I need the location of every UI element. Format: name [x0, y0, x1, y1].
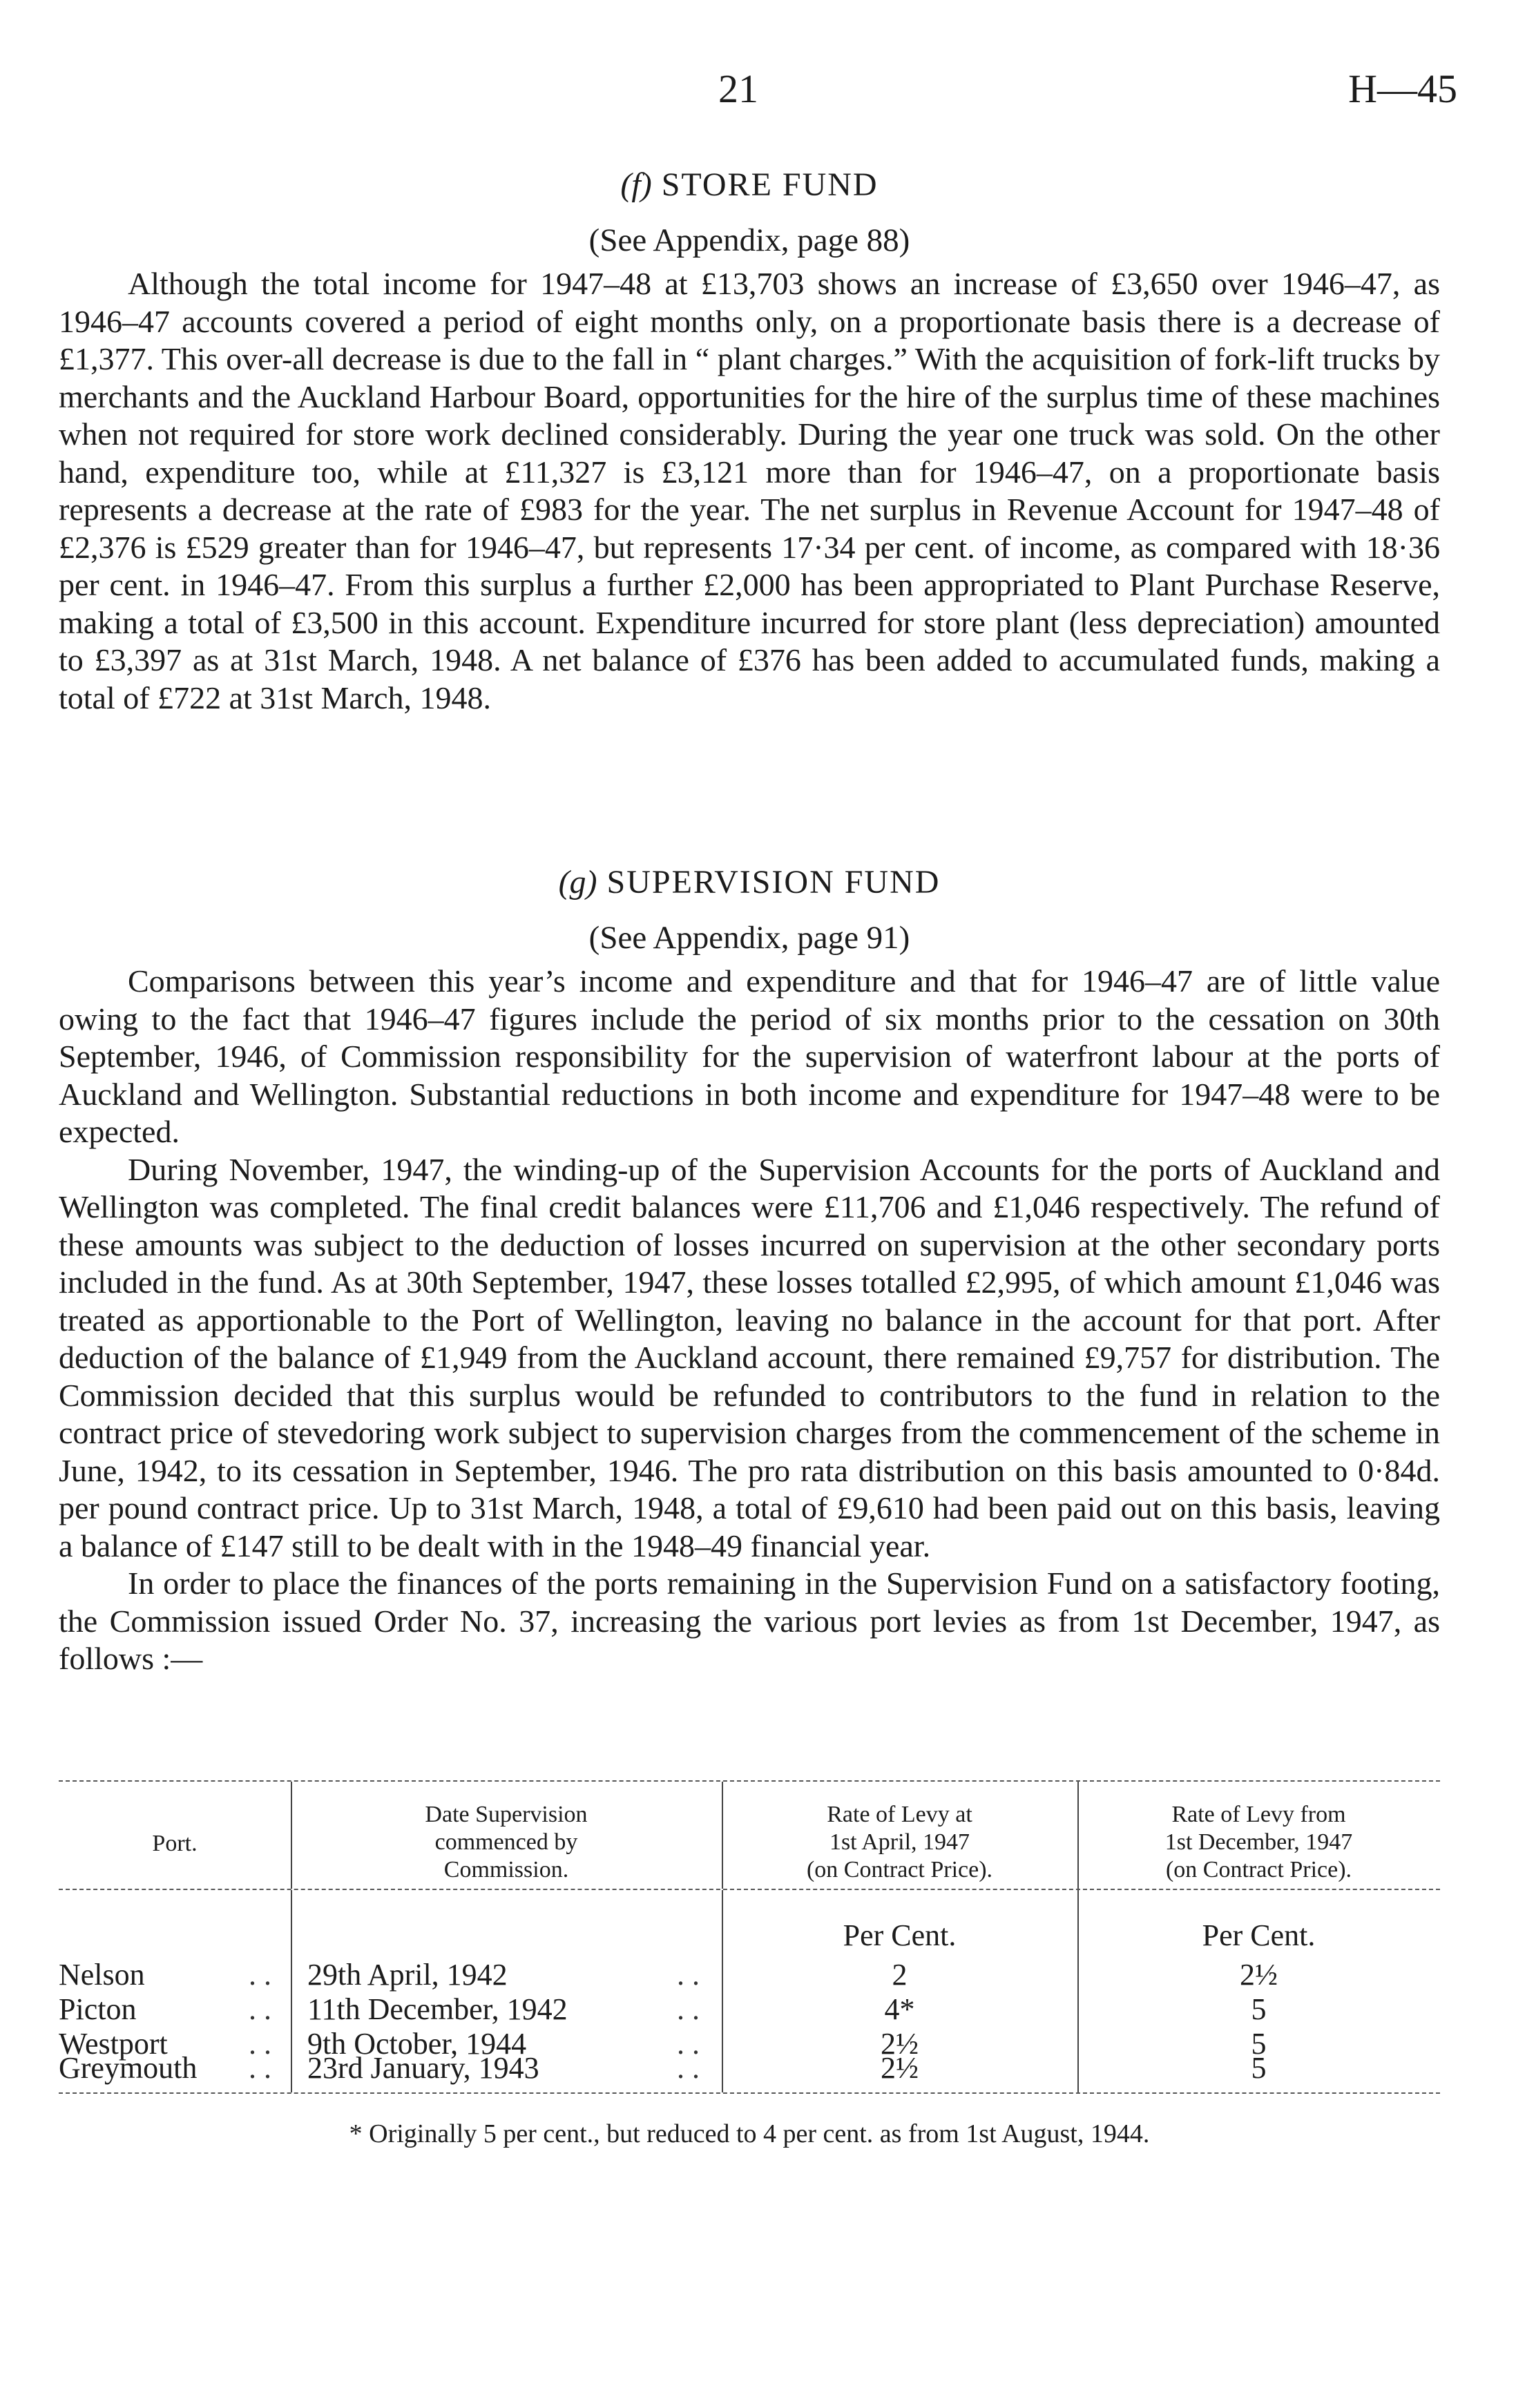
paragraph: Although the total income for 1947–48 at £13,703 shows an increase of £3,650 over 1946–47, as 1946–47 accounts covered a period of eight months only, on a proportionate basis there is a decrease of £1,377. This over-all decrease is due to the fall in “ plant charges.” With the acquisition of fork-lift trucks by merchants and the Auckland Harbour Board, opportunities for the hire of the surplus time of these machines when not required for store work declined considerably. During the year one truck was sold. On the other hand, expenditure too, while at £11,327 is £3,121 more than for 1946–47, on a proportionate basis represents a decrease at the rate of £983 for the year. The net surplus in Revenue Account for 1947–48 of £2,376 is £529 greater than for 1946–47, but represents 17·34 per cent. of income, as compared with 18·36 per cent. in 1946–47. From this surplus a further £2,000 has been appropriated to Plant Purchase Reserve, making a total of £3,500 in this account. Expenditure incurred for store plant (less depreciation) amounted to £3,397 as at 31st March, 1948. A net balance of £376 has been added to accumulated funds, making a total of £722 at 31st March, 1948. [59, 266, 1440, 715]
header-date-line: commenced by [434, 1829, 578, 1855]
cell-port: Picton [59, 1992, 137, 2026]
section-letter: (g) [558, 864, 597, 900]
leader-dots: . . [249, 2051, 271, 2085]
cell-date: 9th October, 1944 [307, 2027, 527, 2061]
appendix-reference: (See Appendix, page 88) [588, 222, 910, 258]
section-letter: (f) [620, 166, 652, 203]
page-header [0, 66, 1516, 121]
leader-dots: . . [677, 2051, 700, 2085]
store-fund-section [59, 164, 1440, 717]
table-body-continued [59, 2051, 1440, 2092]
cell-rate-december: 5 [1251, 2051, 1267, 2085]
paragraph: During November, 1947, the winding-up of the Supervision Accounts for the ports of Auckland and Wellington was completed. The final credit balances were £11,706 and £1,046 respectively. The refund of these amounts was subject to the deduction of losses incurred on supervision at the other secondary ports included in the fund. As at 30th September, 1947, these losses totalled £2,995, of which amount £1,046 was treated as apportionable to the Port of Wellington, leaving no balance in the account for that port. After deduction of the balance of £1,949 from the Auckland account, there remained £9,757 for distribution. The Commission decided that this surplus would be refunded to contributors to the fund in relation to the contract price of stevedoring work subject to supervision charges from the commencement of the scheme in June, 1942, to its cessation in September, 1946. The pro rata distribution on this basis amounted to 0·84d. per pound contract price. Up to 31st March, 1948, a total of £9,610 had been paid out on this basis, leaving a balance of £147 still to be dealt with in the 1948–49 financial year. [59, 1151, 1440, 1563]
paragraph: In order to place the finances of the ports remaining in the Supervision Fund on a satisfactory footing, the Commission issued Order No. 37, increasing the various port levies as from 1st December, 1947, as follows :— [59, 1566, 1440, 1676]
paragraph: Comparisons between this year’s income and expenditure and that for 1946–47 are of little value owing to the fact that 1946–47 figures include the period of six months prior to the cessation on 30th September, 1946, of Commission responsibility for the supervision of waterfront labour at the ports of Auckland and Wellington. Substantial reductions in both income and expenditure for 1947–48 were to be expected. [59, 963, 1440, 1149]
cell-rate-april: 2 [892, 1958, 908, 1992]
cell-rate-april: 4* [884, 1992, 915, 2026]
table-row [59, 2051, 1440, 2086]
header-rate-line: 1st December, 1947 [1164, 1829, 1353, 1855]
cell-date: 23rd January, 1943 [307, 2051, 539, 2085]
supervision-fund-section [59, 862, 1440, 1678]
cell-date: 11th December, 1942 [307, 1992, 568, 2026]
table-header-row [59, 1782, 1440, 1889]
section-heading [59, 164, 1440, 206]
cell-rate-december: 2½ [1240, 1958, 1278, 1992]
document-reference: H—45 [1348, 66, 1457, 111]
table-row [59, 1992, 1440, 2027]
leader-dots: . . [249, 1958, 271, 1992]
header-rate-december [1077, 1801, 1440, 1884]
cell-date: 29th April, 1942 [307, 1958, 508, 1992]
header-date-line: Date Supervision [425, 1802, 588, 1827]
cell-rate-april: 2½ [881, 2051, 919, 2085]
header-rate-line: (on Contract Price). [1165, 1857, 1352, 1882]
cell-rate-april: 2½ [881, 2027, 919, 2061]
unit-label-december: Per Cent. [1202, 1918, 1316, 1952]
unit-label-april: Per Cent. [843, 1918, 957, 1952]
page-number: 21 [718, 66, 758, 111]
cell-port: Westport [59, 2027, 168, 2061]
appendix-reference: (See Appendix, page 91) [588, 920, 910, 956]
header-rate-april [722, 1801, 1077, 1884]
cell-port: Greymouth [59, 2051, 198, 2085]
header-port: Port. [152, 1831, 198, 1856]
footnote: * Originally 5 per cent., but reduced to 4 per cent. as from 1st August, 1944. [349, 2119, 1150, 2148]
header-rate-line: 1st April, 1947 [829, 1829, 970, 1855]
table-row [59, 1958, 1440, 1992]
header-date [291, 1801, 722, 1884]
cell-rate-december: 5 [1251, 2027, 1267, 2061]
cell-rate-december: 5 [1251, 1992, 1267, 2026]
section-title: SUPERVISION FUND [606, 864, 941, 900]
header-rate-line: (on Contract Price). [806, 1857, 993, 1882]
leader-dots: . . [677, 1992, 700, 2026]
leader-dots: . . [677, 1958, 700, 1992]
header-date-line: Commission. [443, 1857, 569, 1882]
header-rate-line: Rate of Levy at [827, 1802, 972, 1827]
table-bottom-rule [59, 2092, 1440, 2094]
levy-table [59, 1780, 1440, 2094]
section-heading [59, 862, 1440, 903]
header-rate-line: Rate of Levy from [1171, 1802, 1346, 1827]
table-body [59, 1890, 1440, 2059]
cell-port: Nelson [59, 1958, 145, 1992]
leader-dots: . . [677, 2027, 700, 2061]
leader-dots: . . [249, 2027, 271, 2061]
section-title: STORE FUND [661, 166, 879, 203]
leader-dots: . . [249, 1992, 271, 2026]
